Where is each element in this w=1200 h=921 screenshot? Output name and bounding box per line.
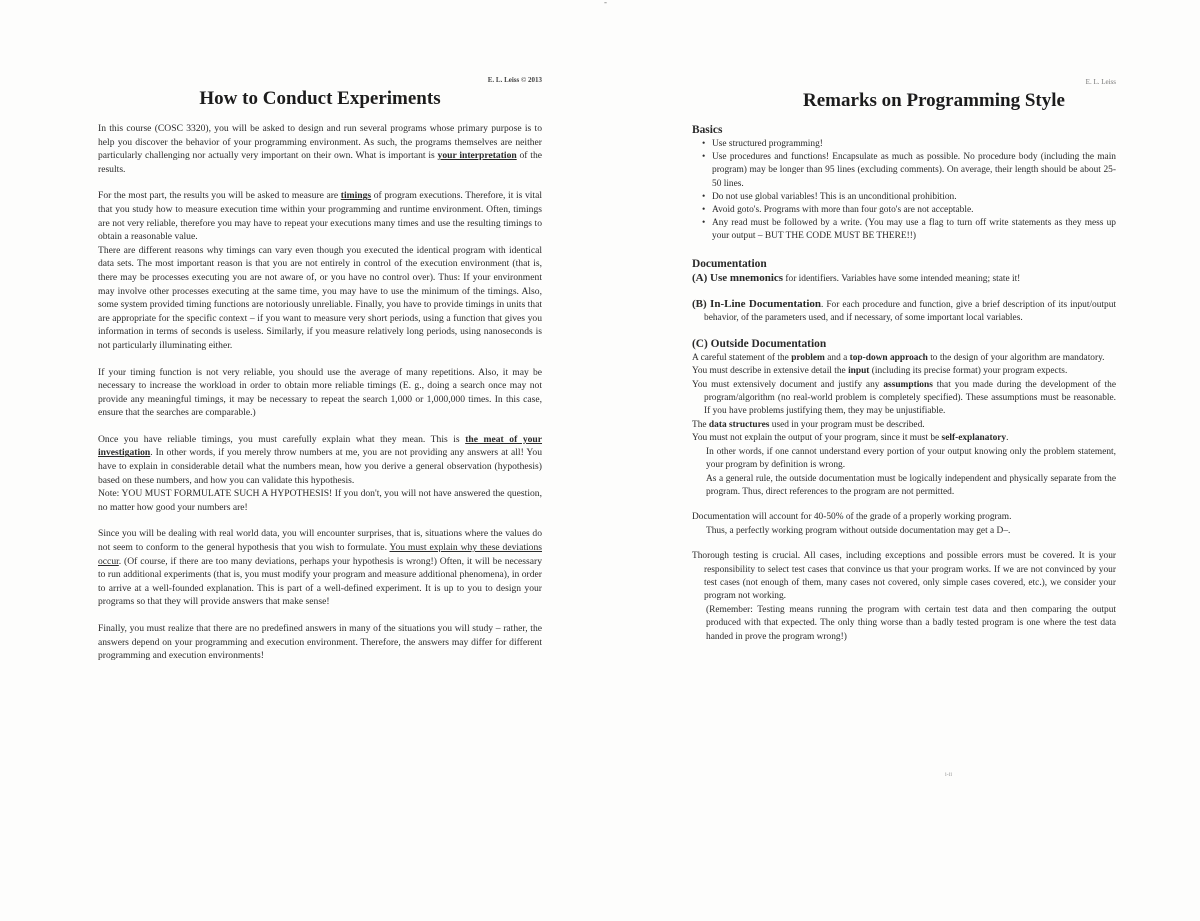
grade-consequence: Thus, a perfectly working program without outside documentation may get a D–. <box>706 525 1011 536</box>
reliability-paragraph: If your timing function is not very reliable, you should use the average of many repetitions. Also, it may be necessary to increase the workload in order to obtain more reliable timings (E. g., doing a search once may not provide any meaningful timings, it may be necessary to repeat the search 1,000 or 1,000,000 times. In this case, ensure that the searches are comparable.) <box>98 366 542 419</box>
problem-statement-line: A careful statement of the problem and a top-down approach to the design of your algorithm are mandatory. <box>692 352 1105 363</box>
output-explanation: In other words, if one cannot understand every portion of your output knowing only the problem statement, your program by definition is wrong. <box>706 446 1116 471</box>
page-number: i-ii <box>945 772 952 778</box>
grade-line: Documentation will account for 40-50% of the grade of a properly working program. <box>692 512 1012 523</box>
basics-heading: Basics <box>692 124 723 136</box>
variation-paragraph: There are different reasons why timings can vary even though you executed the identical program with identical data sets. The most important reason is that you are not entirely in control of the execution environment (that is, there may be processes executing you are not aware of, or you have no control over). Thus: If your environment may involve other processes executing at the same time, you may have to use the minimum of the timings. Also, some system provided timing functions are notoriously unreliable. Finally, you have to provide timings in units that are appropriate for the specific context – if you want to measure very short periods, using a function that gives you information in terms of seconds is useless. Similarly, if you measure relatively long periods, using nanoseconds is not particularly illuminating either. <box>98 244 542 351</box>
mnemonics-item: (A) Use mnemonics for identifiers. Variables have some intended meaning; state it! <box>692 271 1021 284</box>
intro-paragraph: In this course (COSC 3320), you will be asked to design and run several programs whose primary purpose is to help you discover the behavior of your programming environment. As such, the programs themselves are neither particularly challenging nor actually very important on their own. What is important is your interpretation of the results. <box>98 123 543 175</box>
interpretation-paragraph: Once you have reliable timings, you must carefully explain what they mean. This is the meat of your investigation. In other words, if you merely throw numbers at me, you are not providing any answers at all! You have to explain in considerable detail what the numbers mean, how you derive a general observation (hypothesis) based on these numbers, and how you can validate this hypothesis. <box>98 433 543 486</box>
conclusion-paragraph: Finally, you must realize that there are no predefined answers in many of the situations you will study – rather, the answers depend on your programming and execution environment. Therefore, the answers may differ for different programming and execution environments! <box>98 623 542 662</box>
binding-mark: - <box>604 0 607 7</box>
outside-documentation-heading: (C) Outside Documentation <box>692 337 827 350</box>
list-item: • Use procedures and functions! Encapsulate as much as possible. No procedure body (including the main program) may be longer than 95 lines (excluding comments). On average, their length should be about 25-50 lines. <box>704 151 1116 191</box>
deviations-paragraph: Since you will be dealing with real world data, you will encounter surprises, that is, situations where the values do not seem to conform to the general hypothesis that you wish to formulate. You must explain why these deviations occur. (Of course, if there are too many deviations, perhaps your hypothesis is wrong!) Often, it will be necessary to run additional experiments (that is, you must modify your program and measure additional phenomena), in order to arrive at a well-founded explanation. This is part of a well-defined experiment. It is up to you to design your programs so that they will provide answers that make sense! <box>98 528 542 608</box>
list-item: • Any read must be followed by a write. (You may use a flag to turn off write statements as they mess up your output – BUT THE CODE MUST BE THERE!!) <box>704 217 1116 243</box>
basics-list <box>692 138 1116 244</box>
left-copyright: E. L. Leiss © 2013 <box>487 76 542 84</box>
left-page-title: How to Conduct Experiments <box>199 88 441 109</box>
list-item: • Use structured programming! <box>704 138 1116 151</box>
inline-documentation-item: (B) In-Line Documentation. For each procedure and function, give a brief description of its input/output behavior, of the parameters used, and if necessary, of some important local variables. <box>692 298 1117 324</box>
list-item: • Do not use global variables! This is an unconditional prohibition. <box>704 191 1116 204</box>
timings-paragraph: For the most part, the results you will be asked to measure are timings of program executions. Therefore, it is vital that you study how to measure execution time within your programming and runtime environment. Often, timings are not very reliable, therefore you may have to repeat your executions many times and use the resulting timings to obtain a reasonable value. <box>98 190 542 243</box>
assumptions-line: You must extensively document and justify any assumptions that you made during the development of the program/algorithm (no real-world problem is completely specified). These assumptions must be reasonable. If you have problems justifying them, they may be unjustifiable. <box>692 379 1116 417</box>
right-page <box>600 0 1200 921</box>
hypothesis-note: Note: YOU MUST FORMULATE SUCH A HYPOTHESIS! If you don't, you will not have answered the question, no matter how good your numbers are! <box>98 488 542 513</box>
documentation-heading: Documentation <box>692 257 767 270</box>
general-rule: As a general rule, the outside documentation must be logically independent and physically separate from the program. Thus, direct references to the program are not permitted. <box>706 473 1116 497</box>
right-copyright: E. L. Leiss <box>1085 78 1116 86</box>
list-item: • Avoid goto's. Programs with more than four goto's are not acceptable. <box>704 204 1116 217</box>
testing-remember: (Remember: Testing means running the program with certain test data and then comparing the output produced with that expected. The only thing worse than a badly tested program is one where the test data handed in prove the program wrong!) <box>706 604 1116 642</box>
testing-paragraph: Thorough testing is crucial. All cases, including exceptions and possible errors must be covered. It is your responsibility to select test cases that convince us that your program works. If we are not convinced by your test cases (not enough of them, many cases not covered, only simple cases covered, etc.), we consider your program not working. <box>692 551 1116 602</box>
right-page-title: Remarks on Programming Style <box>803 90 1065 111</box>
input-line: You must describe in extensive detail the input (including its precise format) your program expects. <box>692 366 1068 377</box>
output-line: You must not explain the output of your program, since it must be self-explanatory. <box>692 433 1009 444</box>
data-structures-line: The data structures used in your program must be described. <box>692 419 925 430</box>
